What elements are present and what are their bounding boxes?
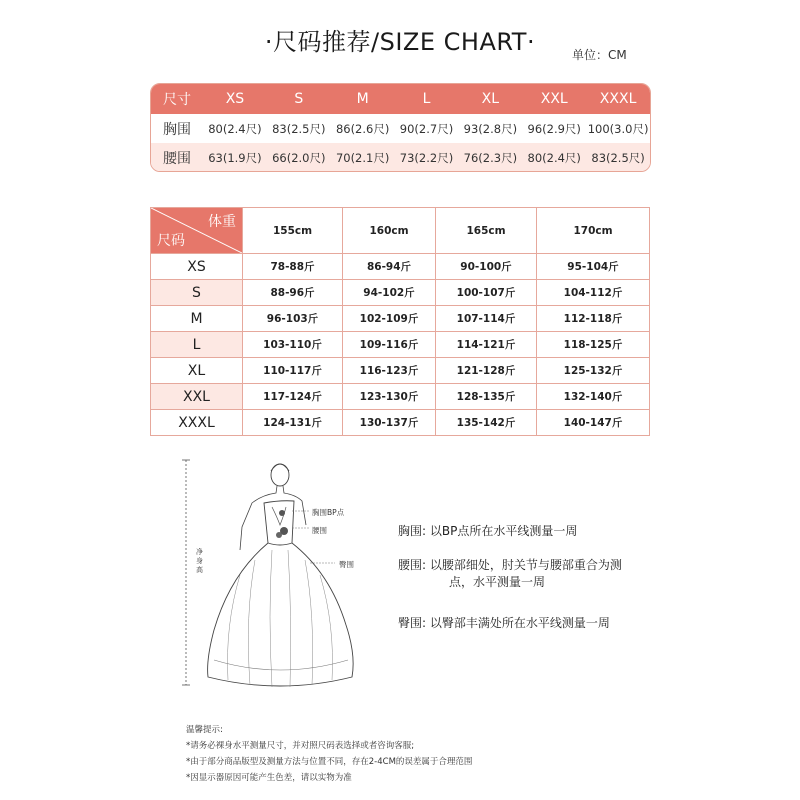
height-col-160: 160cm [343,208,436,254]
corner-cell [151,208,243,254]
size-cell: M [151,306,243,332]
table-cell: 117-124斤 [243,384,343,410]
table-cell: 80(2.4尺) [208,121,262,136]
table-row [151,384,650,410]
size-cell: XL [151,358,243,384]
size-cell: XXL [151,384,243,410]
gown-illustration [180,455,380,695]
row-label: 腰围 [163,150,191,167]
size-col-m: M [356,91,369,107]
table-cell: 125-132斤 [537,358,650,384]
weight-size-table [150,207,650,436]
table-cell: 70(2.1尺) [335,150,390,165]
table-cell: 124-131斤 [243,410,343,436]
size-cell: XS [151,254,243,280]
table-row [151,410,650,436]
table-cell: 90(2.7尺) [399,121,454,136]
table-row-bust [151,114,650,143]
measurement-table [150,83,651,172]
table-row-waist [151,143,650,172]
table-cell: 83(2.5尺) [272,121,326,136]
table-row [151,254,650,280]
table-cell: 114-121斤 [436,332,537,358]
table-row [151,332,650,358]
table-cell: 112-118斤 [537,306,650,332]
size-col-xxl: XXL [540,91,568,107]
table-cell: 132-140斤 [537,384,650,410]
height-col-155: 155cm [243,208,343,254]
table-row [151,306,650,332]
height-col-165: 165cm [436,208,537,254]
table-cell: 78-88斤 [243,254,343,280]
bust-point-label: 胸围BP点 [312,508,345,517]
hip-label: 臀围 [339,560,354,569]
table-cell: 96-103斤 [243,306,343,332]
table-cell: 66(2.0尺) [272,150,326,165]
table-cell: 130-137斤 [343,410,436,436]
table-row [151,280,650,306]
weight-corner-label: 体重 [208,214,236,230]
table-cell: 118-125斤 [537,332,650,358]
size-col-xxxl: XXXL [599,91,637,107]
tips-line: *因显示器原因可能产生色差，请以实物为准 [186,773,352,783]
table-row [151,358,650,384]
table-cell: 116-123斤 [343,358,436,384]
height-col-170: 170cm [537,208,650,254]
row-label: 胸围 [163,121,191,138]
table-cell: 110-117斤 [243,358,343,384]
table-cell: 93(2.8尺) [463,121,518,136]
note-text: 以BP点所在水平线测量一周 [429,524,578,538]
table-cell: 76(2.3尺) [463,150,518,165]
table-cell: 123-130斤 [343,384,436,410]
hip-note [398,614,610,631]
table-cell: 90-100斤 [436,254,537,280]
table-cell: 103-110斤 [243,332,343,358]
tips-line: *请务必裸身水平测量尺寸，并对照尺码表选择或者咨询客服; [186,741,415,751]
tips-line: *由于部分商品版型及测量方法与位置不同，存在2-4CM的误差属于合理范围 [186,757,473,767]
table-header-row [151,208,650,254]
size-cell: XXXL [151,410,243,436]
table-cell: 86(2.6尺) [335,121,390,136]
table-cell: 94-102斤 [343,280,436,306]
note-text: 以腰部细处，肘关节与腰部重合为测 [429,558,622,572]
measurement-table-header [151,84,650,114]
note-label: 腰围: [398,558,427,572]
table-cell: 140-147斤 [537,410,650,436]
table-cell: 128-135斤 [436,384,537,410]
size-cell: L [151,332,243,358]
table-cell: 95-104斤 [537,254,650,280]
note-text: 以臀部丰满处所在水平线测量一周 [429,616,610,630]
table-cell: 83(2.5尺) [591,150,645,165]
table-cell: 88-96斤 [243,280,343,306]
table-cell: 109-116斤 [343,332,436,358]
table-cell: 135-142斤 [436,410,537,436]
waist-note [398,556,622,573]
page-title: ·尺码推荐/SIZE CHART· [264,28,536,56]
waist-note-cont: 点，水平测量一周 [449,575,546,589]
size-cell: S [151,280,243,306]
waist-label: 腰围 [312,526,327,535]
table-cell: 121-128斤 [436,358,537,384]
size-col-s: S [294,91,304,107]
table-cell: 100-107斤 [436,280,537,306]
tips-heading: 温馨提示: [186,725,223,735]
size-col-l: L [422,91,431,107]
size-corner-label: 尺码 [157,233,185,249]
unit-label: 单位：CM [572,48,627,62]
size-header-label: 尺寸 [163,92,191,108]
table-cell: 100(3.0尺) [587,121,649,136]
table-cell: 104-112斤 [537,280,650,306]
table-cell: 96(2.9尺) [527,121,581,136]
table-cell: 107-114斤 [436,306,537,332]
note-label: 臀围: [398,616,427,630]
table-cell: 86-94斤 [343,254,436,280]
size-col-xs: XS [225,91,245,107]
bust-note [398,522,577,539]
table-cell: 102-109斤 [343,306,436,332]
table-cell: 80(2.4尺) [527,150,581,165]
height-label: 净身高 [196,548,203,574]
table-cell: 73(2.2尺) [399,150,454,165]
table-cell: 63(1.9尺) [208,150,262,165]
size-col-xl: XL [481,91,500,107]
note-label: 胸围: [398,524,427,538]
